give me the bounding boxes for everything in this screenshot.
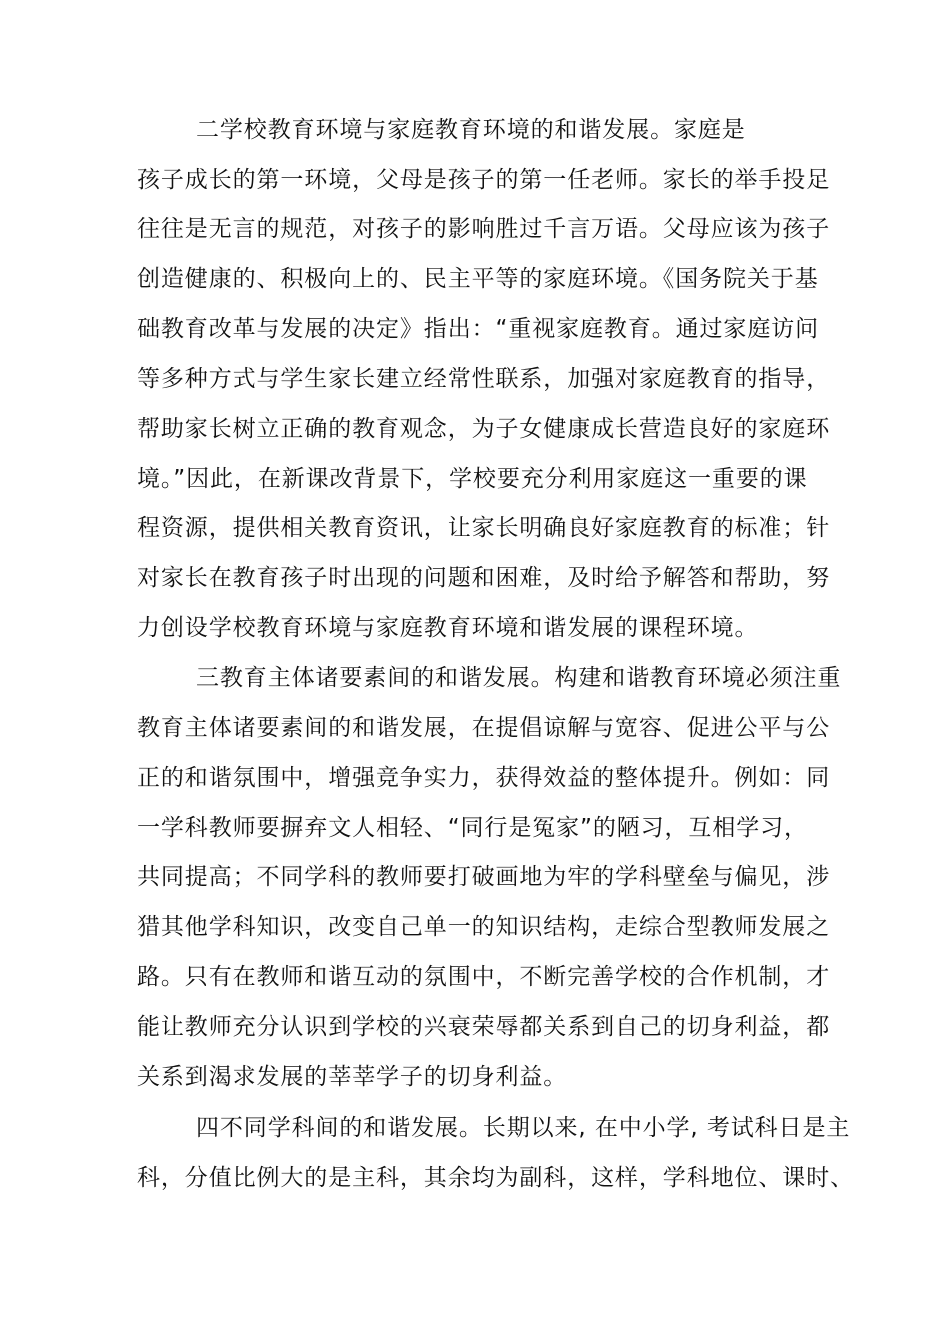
paragraph-2-line-10: 对家长在教育孩子时出现的问题和困难，及时给予解答和帮助，努 — [137, 565, 831, 591]
paragraph-2-line-11: 力创设学校教育环境与家庭教育环境和谐发展的课程环境。 — [137, 615, 759, 641]
paragraph-2-line-1: 二学校教育环境与家庭教育环境的和谐发展。家庭是 — [196, 117, 746, 143]
paragraph-2-line-3: 往往是无言的规范，对孩子的影响胜过千言万语。父母应该为孩子 — [137, 216, 831, 242]
paragraph-4-line-1: 四不同学科间的和谐发展。长期以来, 在中小学, 考试科日是主 — [196, 1115, 851, 1141]
paragraph-3-line-5: 共同提高；不同学科的教师要打破画地为牢的学科壁垒与偏见，涉 — [137, 864, 831, 890]
paragraph-2-line-9: 程资源，提供相关教育资讯，让家长明确良好家庭教育的标准；针 — [137, 515, 831, 541]
paragraph-2-line-8: 境。”因此，在新课改背景下，学校要充分利用家庭这一重要的课 — [137, 466, 808, 492]
paragraph-2-line-2: 孩子成长的第一环境，父母是孩子的第一任老师。家长的举手投足 — [137, 167, 831, 193]
paragraph-4-line-2: 科，分值比例大的是主科，其余均为副科，这样，学科地位、课时、 — [137, 1165, 854, 1191]
paragraph-2-line-6: 等多种方式与学生家长建立经常性联系，加强对家庭教育的指导， — [137, 366, 831, 392]
paragraph-3-line-2: 教育主体诸要素间的和谐发展，在提倡谅解与宽容、促进公平与公 — [137, 715, 831, 741]
paragraph-2-line-4: 创造健康的、积极向上的、民主平等的家庭环境。《国务院关于基 — [137, 266, 819, 292]
paragraph-2-line-7: 帮助家长树立正确的教育观念，为子女健康成长营造良好的家庭环 — [137, 416, 831, 442]
paragraph-3-line-9: 关系到渴求发展的莘莘学子的切身利益。 — [137, 1064, 568, 1090]
paragraph-3-line-1: 三教育主体诸要素间的和谐发展。构建和谐教育环境必须注重 — [196, 665, 842, 691]
paragraph-3-line-4: 一学科教师要摒弃文人相轻、“同行是冤家”的陋习，互相学习， — [137, 815, 808, 841]
paragraph-3-line-7: 路。只有在教师和谐互动的氛围中，不断完善学校的合作机制，才 — [137, 964, 831, 990]
paragraph-3-line-3: 正的和谐氛围中，增强竞争实力，获得效益的整体提升。例如：同 — [137, 765, 831, 791]
paragraph-3-line-8: 能让教师充分认识到学校的兴衰荣辱都关系到自己的切身利益，都 — [137, 1014, 831, 1040]
paragraph-2-line-5: 础教育改革与发展的决定》指出：“重视家庭教育。通过家庭访问 — [137, 316, 820, 342]
paragraph-3-line-6: 猎其他学科知识，改变自己单一的知识结构，走综合型教师发展之 — [137, 914, 831, 940]
